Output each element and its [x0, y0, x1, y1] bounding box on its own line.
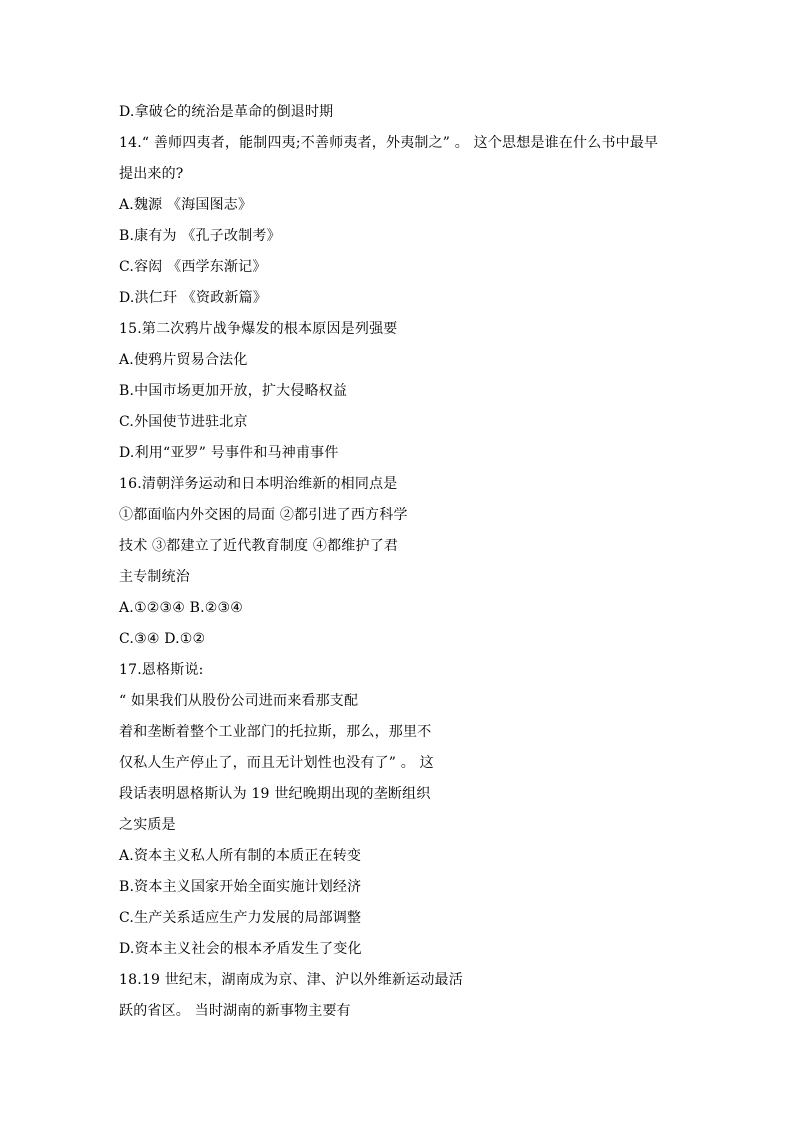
- question-17-quote-5: 之实质是: [119, 817, 176, 833]
- option-15-d: D.利用“亚罗” 号事件和马神甫事件: [119, 445, 339, 461]
- option-17-a: A.资本主义私人所有制的本质正在转变: [119, 848, 362, 864]
- question-16-item-1: ①都面临内外交困的局面 ②都引进了西方科学: [119, 507, 408, 523]
- question-18-stem: 18.19 世纪末，湖南成为京、津、沪以外维新运动最活: [119, 972, 463, 988]
- option-14-d: D.洪仁玕 《资政新篇》: [119, 290, 268, 306]
- option-13-d: D.拿破仑的统治是革命的倒退时期: [119, 104, 334, 120]
- question-17-quote-2: 着和垄断着整个工业部门的托拉斯，那么，那里不: [119, 724, 432, 740]
- option-15-a: A.使鸦片贸易合法化: [119, 352, 248, 368]
- question-17-quote-4: 段话表明恩格斯认为 19 世纪晚期出现的垄断组织: [119, 786, 431, 802]
- option-14-a: A.魏源 《海国图志》: [119, 197, 253, 213]
- option-16-ab: A.①②③④ B.②③④: [119, 600, 244, 616]
- question-14-stem-cont: 提出来的?: [119, 166, 184, 182]
- question-17-quote-3: 仅私人生产停止了，而且无计划性也没有了” 。 这: [119, 755, 434, 771]
- question-15-stem: 15.第二次鸦片战争爆发的根本原因是列强要: [119, 321, 398, 337]
- question-17-stem: 17.恩格斯说:: [119, 662, 204, 678]
- option-16-cd: C.③④ D.①②: [119, 631, 206, 647]
- option-14-c: C.容闳 《西学东渐记》: [119, 259, 267, 275]
- option-14-b: B.康有为 《孔子改制考》: [119, 228, 281, 244]
- option-17-d: D.资本主义社会的根本矛盾发生了变化: [119, 941, 362, 957]
- question-16-stem: 16.清朝洋务运动和日本明治维新的相同点是: [119, 476, 398, 492]
- question-16-item-3: 主专制统治: [119, 569, 190, 585]
- question-14-stem: 14.“ 善师四夷者，能制四夷;不善师夷者，外夷制之” 。 这个思想是谁在什么书中最早: [119, 135, 659, 151]
- question-18-stem-cont: 跃的省区。 当时湖南的新事物主要有: [119, 1003, 351, 1019]
- option-15-b: B.中国市场更加开放，扩大侵略权益: [119, 383, 348, 399]
- option-17-c: C.生产关系适应生产力发展的局部调整: [119, 910, 362, 926]
- option-15-c: C.外国使节进驻北京: [119, 414, 248, 430]
- option-17-b: B.资本主义国家开始全面实施计划经济: [119, 879, 362, 895]
- question-17-quote-1: “ 如果我们从股份公司进而来看那支配: [119, 693, 359, 709]
- question-16-item-2: 技术 ③都建立了近代教育制度 ④都维护了君: [119, 538, 399, 554]
